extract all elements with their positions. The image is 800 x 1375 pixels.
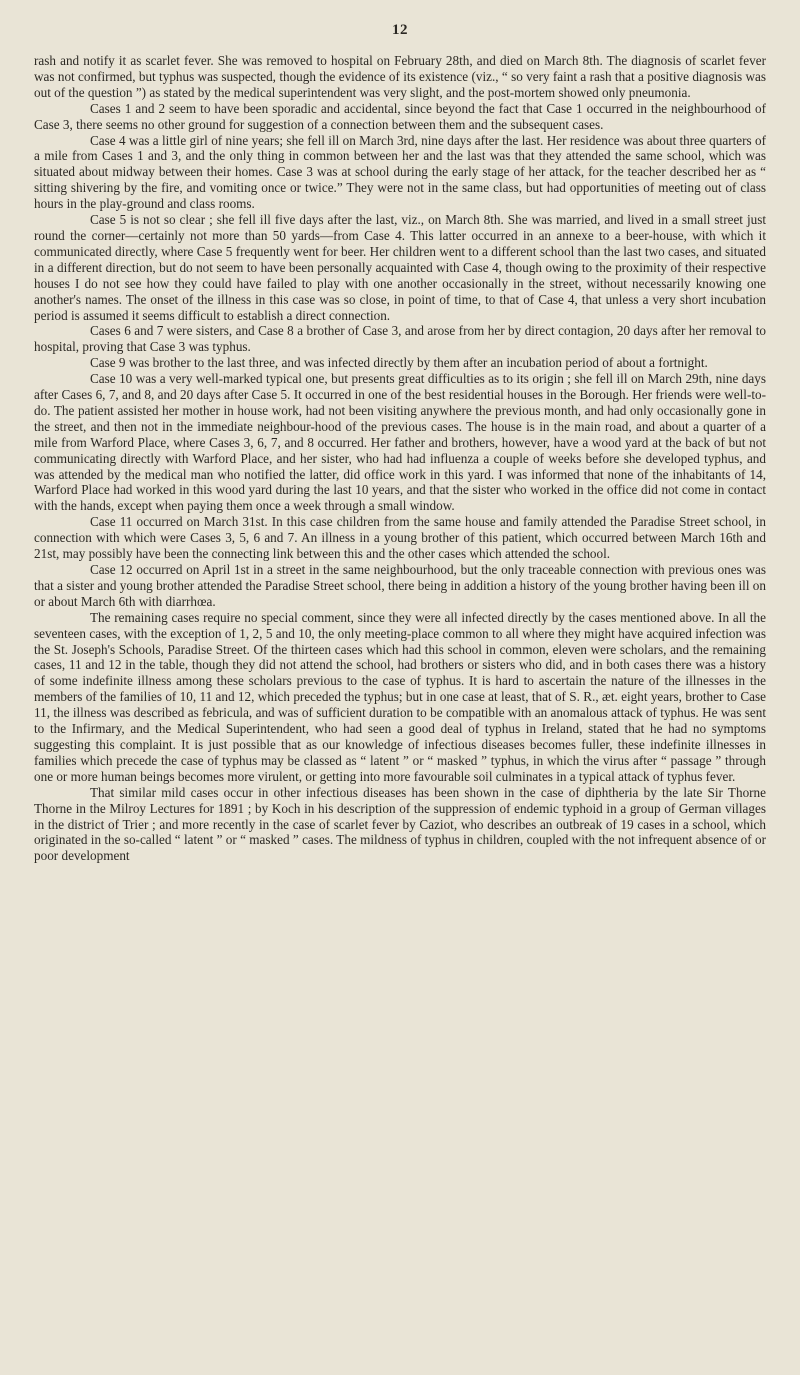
paragraph-case-5: Case 5 is not so clear ; she fell ill five days after the last, viz., on March 8th. She was married, and lived in a small street just round the corner—certainly not more than 50 yards—from Case 4. This latter occurred in an annexe to a beer-house, with which it communicated directly, where Case 5 frequently went for beer. Her children went to a different school than the last two cases, and situated in a different direction, but do not seem to have been personally acquainted with Case 4, though owing to the proximity of their respective houses I do not see how they could have failed to play with one another occasionally in the street, without necessarily knowing one another's names. The onset of the illness in this case was so close, in point of time, to that of Case 4, that unless a very short incubation period is assumed it seems difficult to establish a direct connection. (34, 212, 766, 323)
paragraph-case-9: Case 9 was brother to the last three, and was infected directly by them after an incubation period of about a fortnight. (90, 355, 708, 371)
paragraph-case-4: Case 4 was a little girl of nine years; she fell ill on March 3rd, nine days after the last. Her residence was about three quarters of a mile from Cases 1 and 3, and the only thing in common between her and the last was that they attended the same school, which was situated about midway between their homes. Case 3 was at school during the early stage of her attack, for the teacher described her as “ sitting shivering by the fire, and vomiting once or twice.” They were not in the same class, but had opportunities of meeting out of class hours in the play-ground and class rooms. (34, 132, 766, 212)
paragraph-cases-1-2: Cases 1 and 2 seem to have been sporadic and accidental, since beyond the fact that Case 1 occurred in the neighbourhood of Case 3, there seems no other ground for suggestion of a connection between them and the subsequent cases. (34, 100, 766, 132)
paragraph-continuation: rash and notify it as scarlet fever. She was removed to hospital on February 28th, and died on March 8th. The diagnosis of scarlet fever was not confirmed, but typhus was suspected, though the evidence of its existence (viz., “ so very faint a rash that a positive diagnosis was out of the question ”) as stated by the medical superintendent was very slight, and the post-mortem showed only pneumonia. (34, 53, 766, 100)
paragraph-similar-mild-cases: That similar mild cases occur in other infectious diseases has been shown in the case of diphtheria by the late Sir Thorne Thorne in the Milroy Lectures for 1891 ; by Koch in his description of the suppression of endemic typhoid in a group of German villages in the district of Trier ; and more recently in the case of scarlet fever by Caziot, who describes an outbreak of 19 cases in a school, which originated in the so-called “ latent ” or “ masked ” cases. The mildness of typhus in children, coupled with the not infrequent absence of or poor development (34, 784, 766, 864)
page-number: 12 (392, 22, 408, 38)
paragraph-case-11: Case 11 occurred on March 31st. In this case children from the same house and family attended the Paradise Street school, in connection with which were Cases 3, 5, 6 and 7. An illness in a young brother of this patient, which occurred between March 16th and 21st, may possibly have been the connecting link between this and the other cases which attended the school. (34, 514, 766, 562)
paragraph-case-12: Case 12 occurred on April 1st in a street in the same neighbourhood, but the only traceable connection with previous ones was that a sister and young brother attended the Paradise Street school, there being in addition a history of the young brother having been ill on or about March 6th with diarrhœa. (34, 562, 766, 609)
paragraph-remaining-cases: The remaining cases require no special comment, since they were all infected directly by the cases mentioned above. In all the seventeen cases, with the exception of 1, 2, 5 and 10, the only meeting-place common to all where they might have acquired infection was the St. Joseph's Schools, Paradise Street. Of the thirteen cases which had this school in common, eleven were scholars, and the remaining cases, 11 and 12 in the table, though they did not attend the school, had brothers or sisters who did, and in both cases there was a history of some indefinite illness among these scholars previous to the case of typhus. It is hard to ascertain the nature of the illnesses in the members of the families of 10, 11 and 12, which preceded the typhus; but in one case at least, that of S. R., æt. eight years, brother to Case 11, the illness was described as febricula, and was of sufficient duration to be compatible with an anomalous attack of typhus. He was sent to the Infirmary, and the Medical Superintendent, who had seen a good deal of typhus in Ireland, stated that he had no symptoms suggesting this complaint. It is just possible that as our knowledge of infectious diseases becomes fuller, these indefinite illnesses in families which precede the case of typhus may be classed as “ latent ” or “ masked ” typhus, in which the virus after “ passage ” through one or more human beings becomes more virulent, or getting into more favourable soil culminates in a typical attack of typhus fever. (34, 609, 766, 784)
body-text (34, 53, 766, 864)
paragraph-cases-6-8: Cases 6 and 7 were sisters, and Case 8 a brother of Case 3, and arose from her by direct contagion, 20 days after her removal to hospital, proving that Case 3 was typhus. (34, 323, 766, 355)
paragraph-case-10: Case 10 was a very well-marked typical one, but presents great difficulties as to its origin ; she fell ill on March 29th, nine days after Cases 6, 7, and 8, and 20 days after Case 5. It occurred in one of the best residential houses in the Borough. Her friends were well-to-do. The patient assisted her mother in house work, had not been visiting anywhere the previous month, and had only occasionally gone in the street, and then not in the immediate neighbour-hood of the previous cases. The house is in the main road, and about a quarter of a mile from Warford Place, where Cases 3, 6, 7, and 8 occurred. Her father and brothers, however, have a wood yard at the back of but not communicating directly with Warford Place, and her sister, who had had influenza a couple of weeks before she developed typhus, and was attended by the medical man who notified the latter, did office work in this yard. I was informed that none of the inhabitants of 14, Warford Place had worked in this wood yard during the last 10 years, and that the sister who worked in the office did not come in contact with the hands, except when paying them once a week through a small window. (34, 371, 766, 514)
